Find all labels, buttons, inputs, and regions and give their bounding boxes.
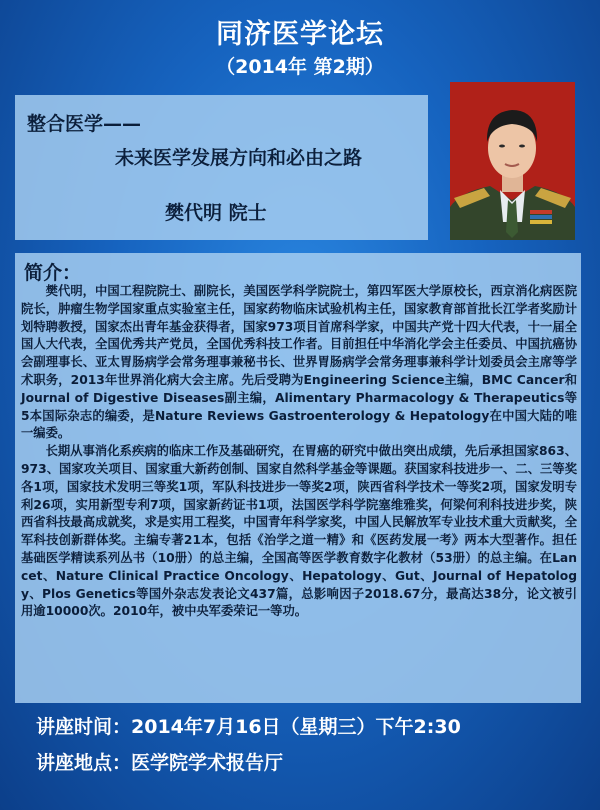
issue-subtitle: （2014年 第2期）: [216, 56, 384, 78]
lecture-time: 讲座时间：2014年7月16日（星期三）下午2:30: [36, 716, 461, 738]
lecture-info-panel: [15, 95, 428, 240]
forum-title: 同济医学论坛: [216, 19, 384, 50]
intro-paragraph: 长期从事消化系疾病的临床工作及基础研究，在胃癌的研究中做出突出成绩，先后承担国家863、973、国家攻关项目、国家重大新药创制、国家自然科学基金等课题。获国家科技进步一、二、三等奖各1项，国家技术发明三等奖1项，军队科技进步一等奖2项，陕西省科学技术一等奖2项，国家发明专利26项，实用新型专利7项，国家新药证书1项，法国医学科学院塞维雅奖，何梁何利科技进步奖，陕西省科技最高成就奖，求是实用工程奖，中国青年科学家奖，中国人民解放军专业技术重大贡献奖，全军科技创新群体奖。主编专著21本，包括《治学之道一精》和《医药发展一考》两本大型著作。担任基础医学精读系列丛书（10册）的总主编，全国高等医学教育数字化教材（53册）的总主编。在Lancet、Nature Clinical Practice Oncology、Hepatology、Gut、Journal of Hepatology、Plos Genetics等国外杂志发表论文437篇，总影响因子2018.67分，最高达38分，论文被引用逾10000次。2010年，被中央军委荣记一等功。: [21, 444, 577, 619]
lecture-topic-line1: 整合医学——: [27, 113, 142, 135]
speaker-name: 樊代明 院士: [165, 202, 267, 224]
speaker-portrait-graphic: [450, 82, 575, 240]
intro-body: [21, 283, 577, 621]
intro-panel: [15, 253, 581, 703]
lecture-topic-line2: 未来医学发展方向和必由之路: [115, 147, 363, 169]
intro-heading: 简介：: [24, 262, 82, 284]
lecture-location: 讲座地点：医学院学术报告厅: [36, 752, 284, 774]
intro-paragraph: 樊代明，中国工程院院士、副院长，美国医学科学院院士，第四军医大学原校长，西京消化病医院院长，肿瘤生物学国家重点实验室主任，国家药物临床试验机构主任，国家教育部首批长江学者奖励计划特聘教授，国家杰出青年基金获得者，国家973项目首席科学家，中国共产党十四大代表，十一届全国人大代表，全国优秀共产党员，全国优秀科技工作者。目前担任中华消化学会主任委员、中国抗癌协会副理事长、亚太胃肠病学会常务理事兼秘书长、世界胃肠病学会常务理事兼科学计划委员会主席等学术职务，2013年世界消化病大会主席。先后受聘为Engineering Science主编，BMC Cancer和Journal of Digestive Diseases副主编，Alimentary Pharmacology & Therapeutics等5本国际杂志的编委，是Nature Reviews Gastroenterology & Hepatology在中国大陆的唯一编委。: [21, 284, 577, 441]
speaker-photo: [450, 82, 575, 240]
